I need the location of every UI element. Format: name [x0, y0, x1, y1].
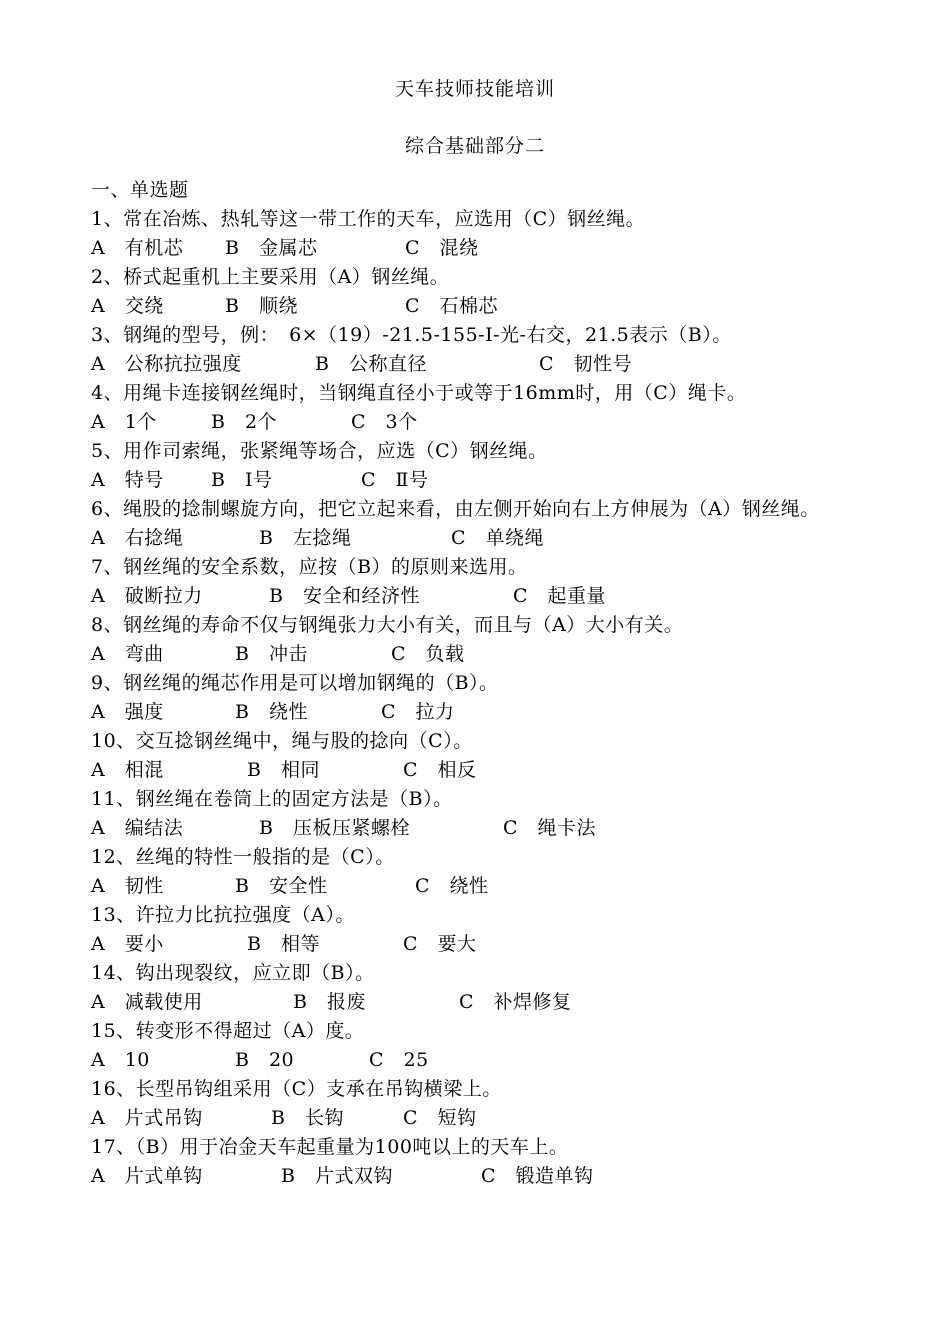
option-row [91, 1046, 861, 1075]
option-a: A 破断拉力 [91, 585, 203, 607]
option-b: B 20 [235, 1049, 295, 1071]
document-title: 天车技师技能培训 [394, 78, 555, 100]
option-row [91, 234, 861, 263]
option-c: C 单绕绳 [451, 527, 545, 549]
option-b: B 2个 [211, 411, 278, 433]
option-c: C 韧性号 [539, 353, 633, 375]
option-c: C 短钩 [403, 1107, 477, 1129]
option-b: B 安全和经济性 [269, 585, 420, 607]
option-a: A 强度 [91, 701, 164, 723]
question-text: 2、桥式起重机上主要采用（A）钢丝绳。 [91, 266, 450, 288]
option-a: A 特号 [91, 469, 164, 491]
option-a: A 片式单钩 [91, 1165, 203, 1187]
option-b: B Ⅰ号 [211, 469, 273, 491]
question-text: 3、钢绳的型号，例： 6×（19）-21.5-155-I-光-右交，21.5表示（B）。 [91, 324, 732, 346]
option-b: B 相同 [247, 759, 320, 781]
question-text: 10、交互捻钢丝绳中，绳与股的捻向（C）。 [91, 730, 473, 752]
option-row [91, 350, 861, 379]
option-a: A 有机芯 [91, 237, 184, 259]
question-text: 4、用绳卡连接钢丝绳时，当钢绳直径小于或等于16mm时，用（C）绳卡。 [91, 382, 747, 404]
option-a: A 10 [91, 1049, 150, 1071]
question-text: 11、钢丝绳在卷筒上的固定方法是（B）。 [91, 788, 453, 810]
option-row [91, 582, 861, 611]
option-row [91, 698, 861, 727]
option-a: A 韧性 [91, 875, 164, 897]
option-row [91, 640, 861, 669]
option-b: B 冲击 [235, 643, 308, 665]
option-c: C Ⅱ号 [361, 469, 429, 491]
option-b: B 长钩 [271, 1107, 344, 1129]
option-c: C 拉力 [381, 701, 455, 723]
option-row [91, 872, 861, 901]
document-subtitle: 综合基础部分二 [404, 135, 545, 157]
option-row [91, 408, 861, 437]
option-c: C 相反 [403, 759, 477, 781]
option-c: C 起重量 [513, 585, 607, 607]
option-a: A 片式吊钩 [91, 1107, 203, 1129]
question-text: 7、钢丝绳的安全系数，应按（B）的原则来选用。 [91, 556, 528, 578]
section-heading: 一、单选题 [91, 179, 189, 201]
option-a: A 相混 [91, 759, 164, 781]
option-c: C 混绕 [405, 237, 479, 259]
option-a: A 编结法 [91, 817, 184, 839]
option-b: B 压板压紧螺栓 [259, 817, 410, 839]
option-b: B 顺绕 [225, 295, 298, 317]
option-c: C 要大 [403, 933, 477, 955]
option-b: B 报废 [293, 991, 366, 1013]
question-text: 8、钢丝绳的寿命不仅与钢绳张力大小有关，而且与（A）大小有关。 [91, 614, 684, 636]
option-c: C 绕性 [415, 875, 489, 897]
option-b: B 安全性 [235, 875, 328, 897]
option-b: B 公称直径 [315, 353, 427, 375]
question-text: 14、钩出现裂纹，应立即（B）。 [91, 962, 375, 984]
question-text: 1、常在冶炼、热轧等这一带工作的天车，应选用（C）钢丝绳。 [91, 208, 646, 230]
question-text: 13、许拉力比抗拉强度（A）。 [91, 904, 355, 926]
option-c: C 补焊修复 [459, 991, 572, 1013]
option-a: A 交绕 [91, 295, 164, 317]
option-c: C 25 [369, 1049, 429, 1071]
option-b: B 左捻绳 [259, 527, 352, 549]
option-row [91, 1162, 861, 1191]
question-text: 6、绳股的捻制螺旋方向，把它立起来看，由左侧开始向右上方伸展为（A）钢丝绳。 [91, 498, 820, 520]
question-text: 12、丝绳的特性一般指的是（C）。 [91, 846, 395, 868]
option-row [91, 466, 861, 495]
option-a: A 要小 [91, 933, 164, 955]
option-a: A 1个 [91, 411, 157, 433]
option-a: A 公称抗拉强度 [91, 353, 242, 375]
option-row [91, 814, 861, 843]
question-text: 15、转变形不得超过（A）度。 [91, 1020, 365, 1042]
option-row [91, 292, 861, 321]
option-b: B 绕性 [235, 701, 308, 723]
option-a: A 右捻绳 [91, 527, 184, 549]
option-c: C 负载 [391, 643, 465, 665]
option-row [91, 756, 861, 785]
option-c: C 石棉芯 [405, 295, 499, 317]
option-b: B 相等 [247, 933, 320, 955]
option-a: A 减载使用 [91, 991, 203, 1013]
question-text: 17、（B）用于冶金天车起重量为100吨以上的天车上。 [91, 1136, 569, 1158]
option-row [91, 524, 861, 553]
option-c: C 绳卡法 [503, 817, 597, 839]
question-text: 9、钢丝绳的绳芯作用是可以增加钢绳的（B）。 [91, 672, 499, 694]
option-b: B 片式双钩 [281, 1165, 393, 1187]
option-c: C 3个 [351, 411, 418, 433]
option-row [91, 1104, 861, 1133]
question-text: 16、长型吊钩组采用（C）支承在吊钩横梁上。 [91, 1078, 502, 1100]
question-list [91, 176, 861, 1191]
option-b: B 金属芯 [225, 237, 318, 259]
option-row [91, 988, 861, 1017]
option-a: A 弯曲 [91, 643, 164, 665]
option-c: C 锻造单钩 [481, 1165, 594, 1187]
option-row [91, 930, 861, 959]
question-text: 5、用作司索绳，张紧绳等场合，应选（C）钢丝绳。 [91, 440, 548, 462]
